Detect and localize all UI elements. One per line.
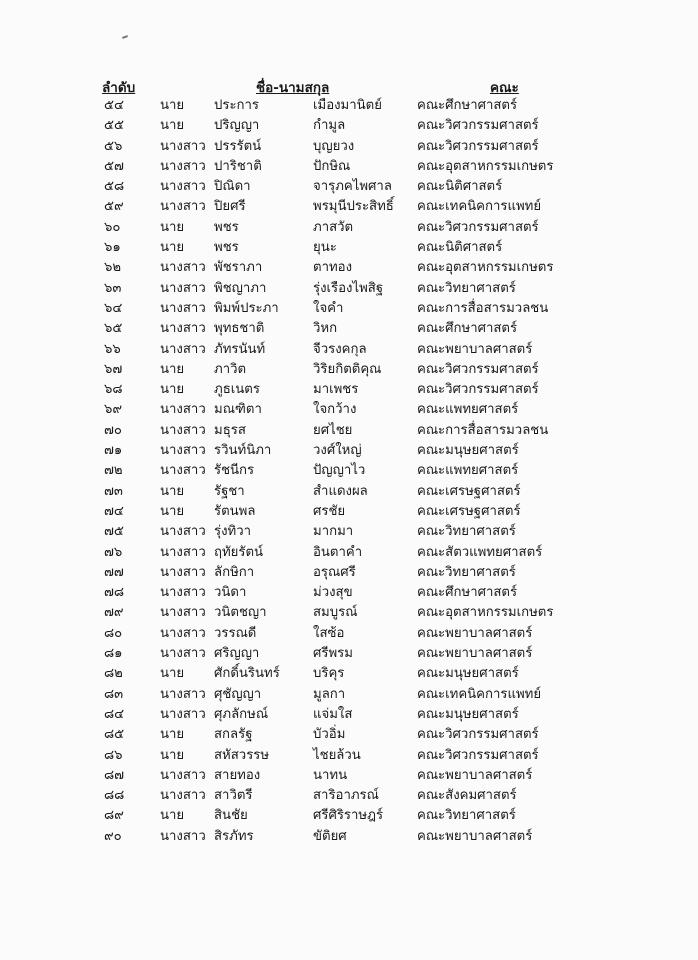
- list-item: [0, 766, 698, 786]
- row-last-name: รุ่งเรืองไพสิฐ: [313, 280, 384, 296]
- list-item: [0, 725, 698, 745]
- row-title: นาย: [160, 483, 185, 499]
- row-first-name: ประการ: [214, 98, 260, 113]
- row-faculty: คณะอุตสาหกรรมเกษตร: [417, 605, 554, 621]
- row-title: นางสาว: [160, 443, 206, 459]
- row-number: ๖๙: [104, 402, 123, 418]
- row-last-name: ปัญญาไว: [313, 463, 366, 479]
- row-first-name: ปิณิดา: [214, 179, 251, 195]
- row-number: ๗๕: [104, 524, 124, 540]
- row-title: นางสาว: [160, 625, 206, 641]
- row-last-name: มาเพชร: [313, 382, 359, 398]
- row-title: นาย: [160, 382, 185, 398]
- row-number: ๙๐: [104, 828, 122, 844]
- row-number: ๕๙: [104, 199, 124, 215]
- list-item: [0, 461, 698, 481]
- row-last-name: แจ่มใส: [313, 706, 353, 722]
- row-number: ๘๘: [104, 788, 125, 804]
- list-item: [0, 340, 698, 360]
- list-item: [0, 360, 698, 380]
- row-number: ๗๙: [104, 605, 124, 621]
- row-faculty: คณะพยาบาลศาสตร์: [417, 625, 533, 641]
- row-faculty: คณะแพทยศาสตร์: [417, 402, 519, 418]
- row-first-name: สิรภัทร: [214, 828, 254, 844]
- row-faculty: คณะเทคนิคการแพทย์: [417, 686, 542, 702]
- list-item: [0, 786, 698, 806]
- row-faculty: คณะมนุษยศาสตร์: [417, 443, 519, 459]
- row-last-name: สมบูรณ์: [313, 605, 358, 621]
- row-title: นางสาว: [160, 280, 206, 296]
- row-first-name: ปริญญา: [214, 118, 260, 134]
- row-number: ๕๔: [104, 98, 124, 113]
- row-first-name: ภาวิต: [214, 361, 247, 377]
- header-order: ลำดับ: [102, 80, 136, 96]
- row-title: นางสาว: [160, 788, 206, 804]
- list-item: [0, 583, 698, 603]
- row-first-name: ภูธเนตร: [214, 382, 260, 398]
- list-item: [0, 563, 698, 583]
- row-title: นาย: [160, 503, 185, 519]
- row-faculty: คณะพยาบาลศาสตร์: [417, 767, 533, 783]
- row-faculty: คณะศึกษาศาสตร์: [417, 321, 518, 337]
- row-first-name: สกลรัฐ: [214, 727, 253, 743]
- row-faculty: คณะวิศวกรรมศาสตร์: [417, 361, 539, 377]
- row-first-name: ลักษิกา: [214, 564, 255, 580]
- row-faculty: คณะวิศวกรรมศาสตร์: [417, 219, 539, 235]
- row-title: นางสาว: [160, 524, 206, 540]
- row-last-name: เมืองมานิตย์: [313, 98, 382, 113]
- row-number: ๘๔: [104, 706, 125, 722]
- row-last-name: จารุภคไพศาล: [313, 179, 392, 195]
- row-faculty: คณะวิศวกรรมศาสตร์: [417, 727, 539, 743]
- row-faculty: คณะวิศวกรรมศาสตร์: [417, 138, 539, 154]
- row-last-name: พรมุนีประสิทธิ์: [313, 199, 394, 215]
- row-number: ๖๔: [104, 300, 123, 316]
- row-last-name: นาทน: [313, 767, 348, 783]
- row-title: นาย: [160, 666, 185, 682]
- row-number: ๖๓: [104, 280, 122, 296]
- row-number: ๖๖: [104, 341, 121, 357]
- row-first-name: มณฑิตา: [214, 402, 262, 418]
- row-faculty: คณะมนุษยศาสตร์: [417, 706, 519, 722]
- row-last-name: สำแดงผล: [313, 483, 368, 499]
- row-last-name: ไชยล้วน: [313, 747, 361, 763]
- row-first-name: พชร: [214, 240, 239, 256]
- row-last-name: ศรีพรม: [313, 646, 353, 662]
- row-title: นางสาว: [160, 605, 206, 621]
- row-number: ๘๑: [104, 646, 123, 662]
- row-title: นางสาว: [160, 199, 206, 215]
- row-faculty: คณะพยาบาลศาสตร์: [417, 341, 533, 357]
- row-first-name: รัฐชา: [214, 483, 245, 499]
- list-item: [0, 746, 698, 766]
- row-last-name: อินตาคำ: [313, 544, 363, 560]
- row-last-name: ม่วงสุข: [313, 585, 353, 601]
- list-item: [0, 96, 698, 116]
- list-item: [0, 116, 698, 136]
- row-last-name: ปักษิณ: [313, 158, 351, 174]
- row-title: นางสาว: [160, 260, 206, 276]
- row-first-name: มธุรส: [214, 422, 246, 438]
- list-item: [0, 421, 698, 441]
- row-faculty: คณะนิติศาสตร์: [417, 179, 503, 195]
- list-item: [0, 522, 698, 542]
- row-number: ๕๕: [104, 118, 124, 134]
- row-first-name: ปิยศรี: [214, 199, 246, 215]
- list-item: [0, 319, 698, 339]
- row-faculty: คณะมนุษยศาสตร์: [417, 666, 519, 682]
- list-item: [0, 400, 698, 420]
- row-last-name: บัวอิ่ม: [313, 727, 346, 743]
- row-first-name: รุ่งทิวา: [214, 524, 252, 540]
- row-last-name: บุญยวง: [313, 138, 355, 154]
- row-number: ๗๑: [104, 443, 123, 459]
- row-title: นางสาว: [160, 544, 206, 560]
- row-first-name: สินชัย: [214, 808, 248, 824]
- row-faculty: คณะอุตสาหกรรมเกษตร: [417, 158, 554, 174]
- list-item: [0, 279, 698, 299]
- row-number: ๕๗: [104, 158, 124, 174]
- row-faculty: คณะวิทยาศาสตร์: [417, 280, 516, 296]
- list-item: [0, 441, 698, 461]
- list-item: [0, 299, 698, 319]
- row-first-name: พชร: [214, 219, 239, 235]
- list-item: [0, 603, 698, 623]
- row-number: ๘๒: [104, 666, 123, 682]
- row-first-name: ศุชัญญา: [214, 686, 262, 702]
- row-title: นาย: [160, 118, 185, 134]
- row-title: นางสาว: [160, 828, 206, 844]
- scan-speck: [122, 35, 128, 39]
- row-first-name: สาวิตรี: [214, 788, 253, 804]
- row-title: นางสาว: [160, 422, 206, 438]
- row-faculty: คณะวิศวกรรมศาสตร์: [417, 382, 539, 398]
- row-last-name: กำมูล: [313, 118, 346, 134]
- row-number: ๗๗: [104, 564, 124, 580]
- row-faculty: คณะเศรษฐศาสตร์: [417, 483, 521, 499]
- row-last-name: ตาทอง: [313, 260, 353, 276]
- list-item: [0, 177, 698, 197]
- row-last-name: จีวรงคกุล: [313, 341, 367, 357]
- row-first-name: สหัสวรรษ: [214, 747, 270, 763]
- row-title: นาย: [160, 361, 185, 377]
- row-title: นางสาว: [160, 158, 206, 174]
- row-first-name: ศุภลักษณ์: [214, 706, 269, 722]
- row-faculty: คณะการสื่อสารมวลชน: [417, 422, 549, 438]
- row-title: นางสาว: [160, 564, 206, 580]
- row-title: นางสาว: [160, 585, 206, 601]
- list-item: [0, 624, 698, 644]
- list-item: [0, 137, 698, 157]
- row-number: ๗๔: [104, 503, 124, 519]
- row-last-name: ใสซ้อ: [313, 625, 345, 641]
- list-item: [0, 238, 698, 258]
- row-title: นาย: [160, 727, 185, 743]
- row-last-name: ใจกว้าง: [313, 402, 357, 418]
- row-number: ๘๕: [104, 727, 125, 743]
- row-number: ๗๘: [104, 585, 125, 601]
- row-last-name: ยศไชย: [313, 422, 353, 438]
- row-faculty: คณะพยาบาลศาสตร์: [417, 828, 533, 844]
- row-first-name: ภัทรนันท์: [214, 341, 266, 357]
- row-title: นาย: [160, 808, 185, 824]
- row-last-name: สาริอาภรณ์: [313, 788, 379, 804]
- header-faculty: คณะ: [490, 80, 519, 96]
- row-number: ๖๒: [104, 260, 122, 276]
- row-number: ๖๗: [104, 361, 123, 377]
- row-title: นาย: [160, 747, 185, 763]
- row-last-name: อรุณศรี: [313, 564, 356, 580]
- row-first-name: รัตนพล: [214, 503, 256, 519]
- row-title: นางสาว: [160, 767, 206, 783]
- row-faculty: คณะสังคมศาสตร์: [417, 788, 517, 804]
- row-first-name: ศักดิ์นรินทร์: [214, 666, 280, 682]
- row-faculty: คณะศึกษาศาสตร์: [417, 98, 518, 113]
- row-number: ๘๓: [104, 686, 124, 702]
- row-last-name: วงศ์ใหญ่: [313, 443, 362, 459]
- row-title: นางสาว: [160, 179, 206, 195]
- row-first-name: พุทธชาติ: [214, 321, 265, 337]
- row-last-name: บริคุร: [313, 666, 345, 682]
- list-item: [0, 644, 698, 664]
- row-faculty: คณะแพทยศาสตร์: [417, 463, 519, 479]
- row-title: นางสาว: [160, 321, 206, 337]
- row-first-name: ปาริชาติ: [214, 158, 262, 174]
- row-first-name: ปรรรัตน์: [214, 138, 262, 154]
- row-number: ๘๗: [104, 767, 125, 783]
- list-item: [0, 157, 698, 177]
- list-item: [0, 218, 698, 238]
- list-item: [0, 482, 698, 502]
- row-number: ๗๖: [104, 544, 123, 560]
- list-item: [0, 543, 698, 563]
- row-first-name: วรรณดี: [214, 625, 257, 641]
- list-item: [0, 197, 698, 217]
- row-title: นางสาว: [160, 300, 206, 316]
- row-title: นาย: [160, 98, 185, 113]
- list-item: [0, 664, 698, 684]
- table-header: [0, 76, 698, 96]
- row-faculty: คณะวิทยาศาสตร์: [417, 564, 516, 580]
- row-faculty: คณะนิติศาสตร์: [417, 240, 503, 256]
- row-title: นางสาว: [160, 686, 206, 702]
- row-title: นางสาว: [160, 138, 206, 154]
- row-faculty: คณะพยาบาลศาสตร์: [417, 646, 533, 662]
- row-number: ๗๓: [104, 483, 123, 499]
- row-faculty: คณะเทคนิคการแพทย์: [417, 199, 542, 215]
- row-title: นางสาว: [160, 706, 206, 722]
- row-first-name: รัชนีกร: [214, 463, 255, 479]
- row-last-name: ศรชัย: [313, 503, 346, 519]
- row-number: ๖๘: [104, 382, 123, 398]
- row-faculty: คณะการสื่อสารมวลชน: [417, 300, 549, 316]
- row-last-name: วิหก: [313, 321, 338, 337]
- row-number: ๘๖: [104, 747, 123, 763]
- list-item: [0, 685, 698, 705]
- row-faculty: คณะวิศวกรรมศาสตร์: [417, 118, 539, 134]
- row-first-name: วนิดา: [214, 585, 247, 601]
- row-number: ๕๖: [104, 138, 123, 154]
- row-first-name: รวินท์นิภา: [214, 443, 272, 459]
- row-faculty: คณะอุตสาหกรรมเกษตร: [417, 260, 554, 276]
- row-title: นางสาว: [160, 402, 206, 418]
- list-item: [0, 827, 698, 847]
- row-faculty: คณะเศรษฐศาสตร์: [417, 503, 521, 519]
- row-title: นาย: [160, 240, 185, 256]
- row-last-name: มากมา: [313, 524, 354, 540]
- row-number: ๕๘: [104, 179, 125, 195]
- row-title: นางสาว: [160, 646, 206, 662]
- row-first-name: พิมพ์ประภา: [214, 300, 279, 316]
- row-first-name: วนิตชญา: [214, 605, 267, 621]
- row-last-name: ภาสวัต: [313, 219, 354, 235]
- row-number: ๖๐: [104, 219, 121, 235]
- row-last-name: ใจคำ: [313, 300, 344, 316]
- row-first-name: พัชราภา: [214, 260, 263, 276]
- row-faculty: คณะวิทยาศาสตร์: [417, 524, 516, 540]
- row-title: นาย: [160, 219, 185, 235]
- row-last-name: ยุนะ: [313, 240, 337, 256]
- row-number: ๗๒: [104, 463, 123, 479]
- row-title: นางสาว: [160, 341, 206, 357]
- row-faculty: คณะวิศวกรรมศาสตร์: [417, 747, 539, 763]
- row-number: ๘๙: [104, 808, 124, 824]
- student-list: [0, 96, 698, 847]
- row-last-name: วิริยกิตติคุณ: [313, 361, 382, 377]
- row-faculty: คณะวิทยาศาสตร์: [417, 808, 516, 824]
- header-name: ชื่อ-นามสกุล: [256, 80, 330, 96]
- row-first-name: สายทอง: [214, 767, 261, 783]
- row-number: ๘๐: [104, 625, 123, 641]
- row-first-name: ฤทัยรัตน์: [214, 544, 264, 560]
- row-first-name: พิชญาภา: [214, 280, 267, 296]
- list-item: [0, 502, 698, 522]
- row-faculty: คณะสัตวแพทยศาสตร์: [417, 544, 543, 560]
- row-number: ๖๑: [104, 240, 121, 256]
- row-last-name: ศรีศิริราษฎร์: [313, 808, 384, 824]
- row-last-name: มูลกา: [313, 686, 346, 702]
- list-item: [0, 705, 698, 725]
- row-title: นางสาว: [160, 463, 206, 479]
- list-item: [0, 380, 698, 400]
- row-number: ๖๕: [104, 321, 123, 337]
- row-faculty: คณะศึกษาศาสตร์: [417, 585, 518, 601]
- list-item: [0, 806, 698, 826]
- row-first-name: ศริญญา: [214, 646, 260, 662]
- list-item: [0, 258, 698, 278]
- row-number: ๗๐: [104, 422, 122, 438]
- row-last-name: ขัติยศ: [313, 828, 347, 844]
